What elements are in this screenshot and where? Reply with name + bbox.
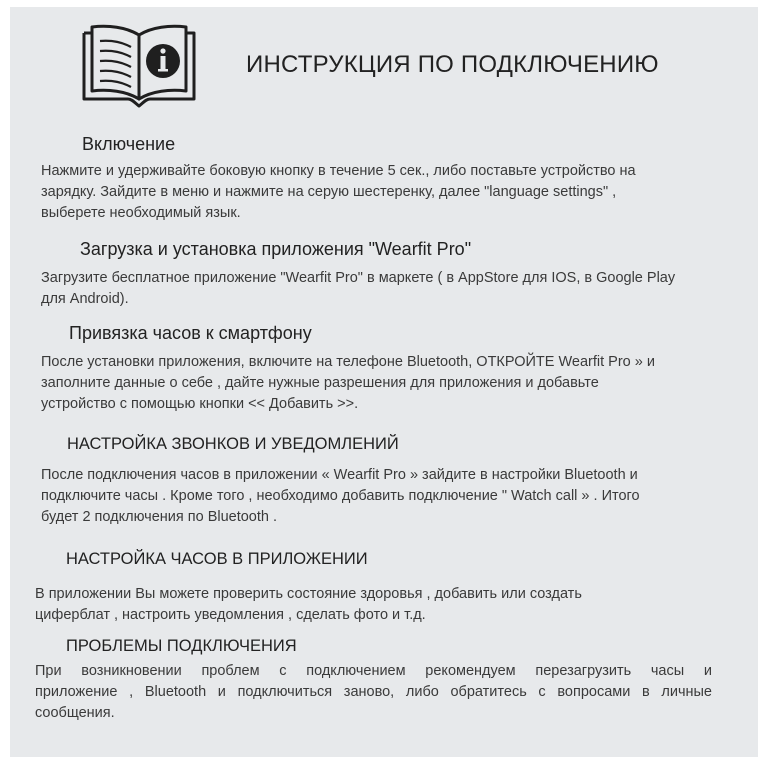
text-line: При возникновении проблем с подключением рекомендуем перезагрузить часы и: [35, 663, 712, 679]
section-heading-pairing: Привязка часов к смартфону: [69, 323, 312, 343]
section-heading-watch-settings: НАСТРОЙКА ЧАСОВ В ПРИЛОЖЕНИИ: [66, 550, 368, 568]
section-heading-install-app: Загрузка и установка приложения "Wearfit Pro": [80, 239, 472, 259]
text-line: будет 2 подключения по Bluetooth .: [41, 509, 278, 525]
section-text-connection-problems: [35, 661, 712, 724]
page-title: ИНСТРУКЦИЯ ПО ПОДКЛЮЧЕНИЮ: [246, 51, 659, 78]
section-text-power-on: [41, 161, 636, 224]
text-line: После установки приложения, включите на телефоне Bluetooth, ОТКРОЙТЕ Wearfit Pro » и: [41, 354, 655, 370]
section-text-calls-notifications: [41, 465, 640, 528]
text-line: приложение , Bluetooth и подключиться заново, либо обратитесь с вопросами в личные: [35, 684, 712, 700]
text-line: заполните данные о себе , дайте нужные разрешения для приложения и добавьте: [41, 375, 599, 391]
book-info-icon: [78, 19, 200, 111]
section-text-pairing: [41, 352, 655, 415]
text-line: для Android).: [41, 291, 129, 307]
text-line: подключите часы . Кроме того , необходимо добавить подключение " Watch call » . Итого: [41, 488, 640, 504]
section-heading-connection-problems: ПРОБЛЕМЫ ПОДКЛЮЧЕНИЯ: [66, 637, 297, 655]
text-line: Загрузите бесплатное приложение "Wearfit Pro" в маркете ( в AppStore для IOS, в Google Play: [41, 270, 676, 286]
text-line: циферблат , настроить уведомления , сделать фото и т.д.: [35, 607, 426, 623]
text-line: В приложении Вы можете проверить состояние здоровья , добавить или создать: [35, 586, 582, 602]
text-line: зарядку. Зайдите в меню и нажмите на серую шестеренку, далее "language settings" ,: [41, 184, 617, 200]
text-line: выберете необходимый язык.: [41, 205, 241, 221]
section-text-watch-settings: [35, 584, 582, 626]
instruction-card: [10, 7, 758, 757]
section-heading-power-on: Включение: [82, 134, 176, 154]
text-line: После подключения часов в приложении « Wearfit Pro » зайдите в настройки Bluetooth и: [41, 467, 638, 483]
text-line: Нажмите и удерживайте боковую кнопку в течение 5 сек., либо поставьте устройство на: [41, 163, 636, 179]
text-line: сообщения.: [35, 705, 115, 721]
text-line: устройство с помощью кнопки << Добавить >>.: [41, 396, 359, 412]
section-heading-calls-notifications: НАСТРОЙКА ЗВОНКОВ И УВЕДОМЛЕНИЙ: [67, 435, 399, 453]
section-text-install-app: [41, 268, 675, 310]
